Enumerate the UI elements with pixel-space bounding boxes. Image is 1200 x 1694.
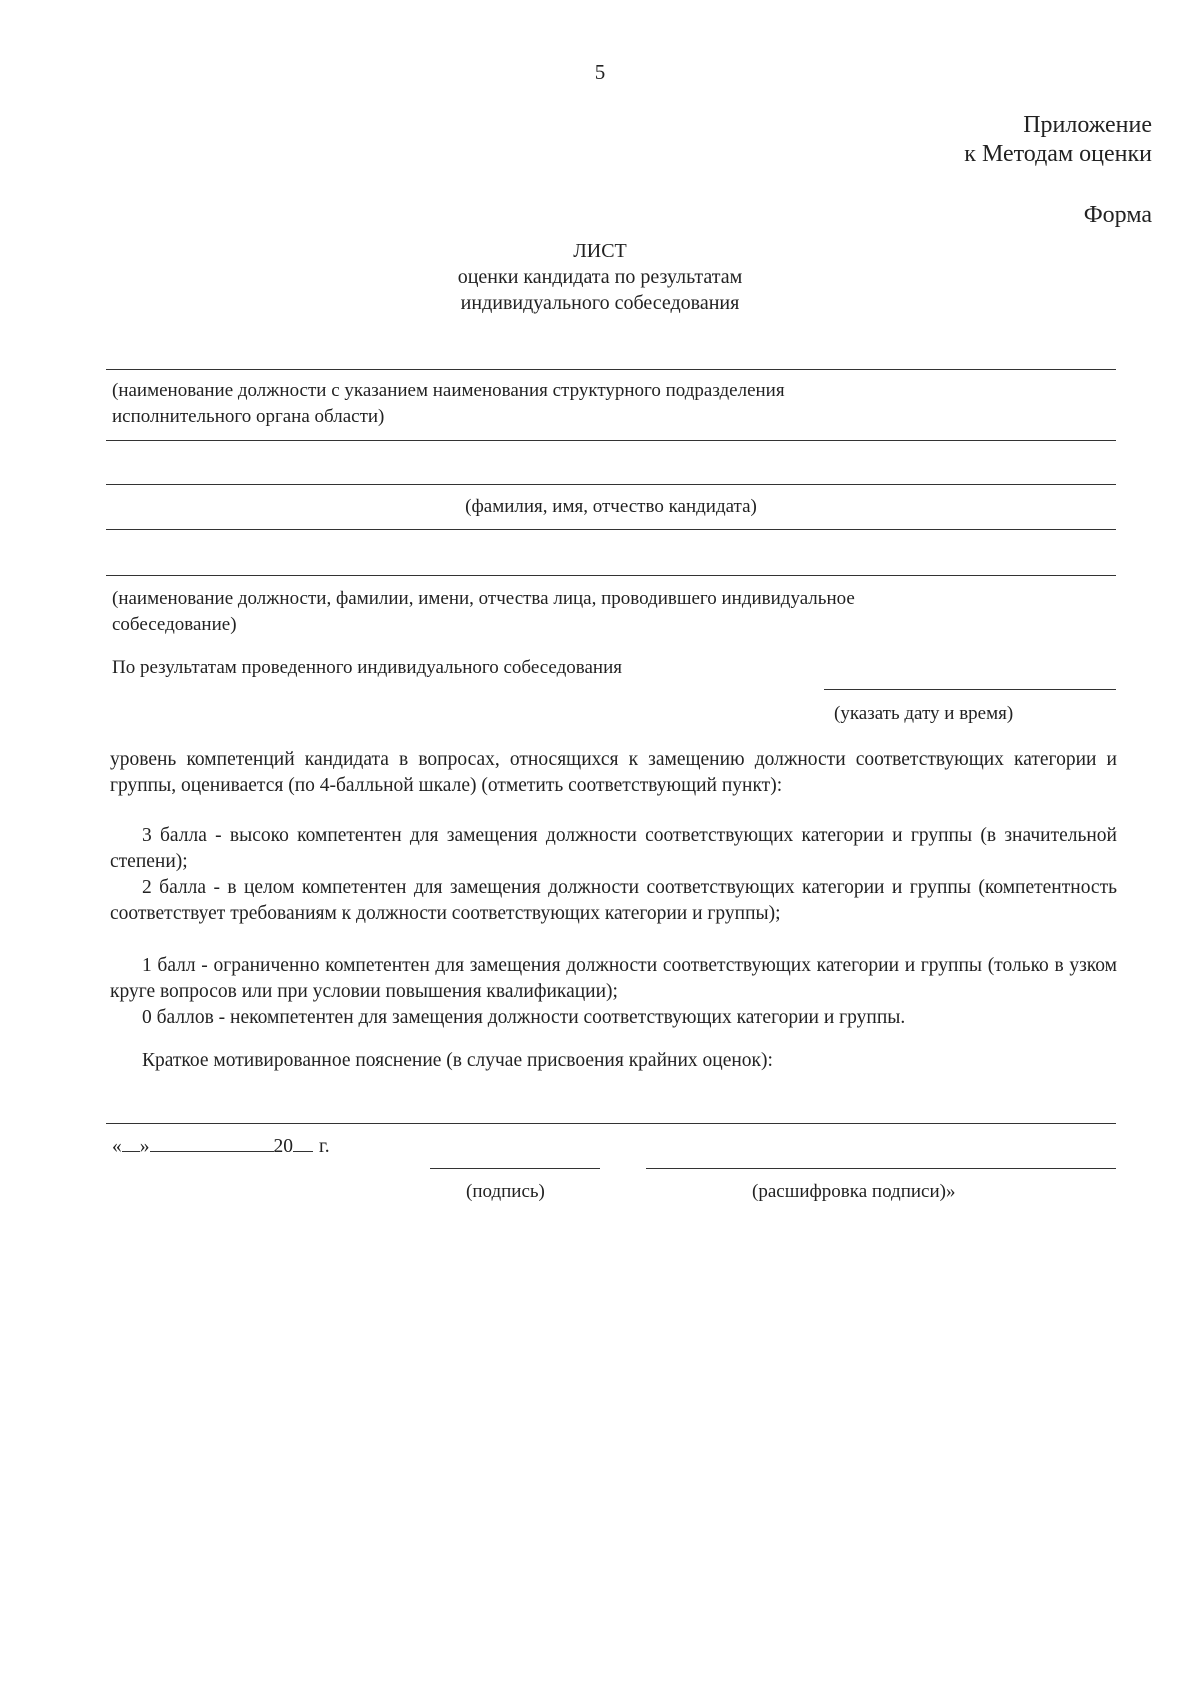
- score-3-option: 3 балла - высоко компетентен для замещения должности соответствующих категории и группы (в значительной степени);: [110, 825, 1117, 873]
- position-fill-line[interactable]: [106, 369, 1116, 370]
- document-subtitle-line-2: индивидуального собеседования: [460, 292, 740, 314]
- page-number: 5: [594, 60, 606, 84]
- datetime-caption: (указать дату и время): [834, 703, 1014, 724]
- datetime-fill-line[interactable]: [824, 689, 1116, 690]
- position-caption-line-1: (наименование должности с указанием наименования структурного подразделения: [112, 380, 785, 401]
- divider-line: [106, 440, 1116, 441]
- appendix-line-2: к Методам оценки: [964, 141, 1152, 167]
- signature-date: [112, 1134, 330, 1158]
- interviewer-fill-line[interactable]: [106, 575, 1116, 576]
- assessment-text: уровень компетенций кандидата в вопросах, относящихся к замещению должности соответствующих категории и группы, оценивается (по 4-балльной шкале) (отметить соответствующий пункт):: [110, 749, 1117, 797]
- date-month-blank[interactable]: [150, 1134, 274, 1152]
- date-suffix: г.: [319, 1136, 330, 1157]
- form-label: Форма: [1083, 202, 1152, 228]
- candidate-name-fill-line[interactable]: [106, 484, 1116, 485]
- score-2-option: 2 балла - в целом компетентен для замещения должности соответствующих категории и группы (компетентность соответствует требованиям к должности соответствующих категории и группы);: [110, 877, 1117, 925]
- date-year-prefix: 20: [273, 1136, 293, 1157]
- date-close-quote: »: [139, 1136, 150, 1157]
- date-day-blank[interactable]: [122, 1134, 140, 1152]
- signature-fill-line[interactable]: [430, 1168, 600, 1169]
- candidate-name-caption: (фамилия, имя, отчество кандидата): [465, 496, 757, 517]
- explanation-fill-line[interactable]: [106, 1123, 1116, 1124]
- score-1-option: 1 балл - ограниченно компетентен для замещения должности соответствующих категории и группы (только в узком круге вопросов или при условии повышения квалификации);: [110, 955, 1117, 1003]
- explanation-label: Краткое мотивированное пояснение (в случае присвоения крайних оценок):: [142, 1050, 773, 1071]
- date-open-quote: «: [112, 1136, 122, 1157]
- date-year-blank[interactable]: [293, 1134, 313, 1152]
- interviewer-caption-line-1: (наименование должности, фамилии, имени, отчества лица, проводившего индивидуальное: [112, 588, 855, 609]
- interviewer-caption-line-2: собеседование): [112, 614, 237, 635]
- position-caption-line-2: исполнительного органа области): [112, 406, 385, 427]
- score-0-option: 0 баллов - некомпетентен для замещения должности соответствующих категории и группы.: [142, 1007, 906, 1028]
- signature-caption: (подпись): [466, 1181, 545, 1202]
- document-subtitle-line-1: оценки кандидата по результатам: [457, 266, 743, 288]
- results-intro: По результатам проведенного индивидуального собеседования: [112, 657, 622, 678]
- appendix-line-1: Приложение: [1023, 112, 1152, 138]
- decoding-fill-line[interactable]: [646, 1168, 1116, 1169]
- divider-line: [106, 529, 1116, 530]
- decoding-caption: (расшифровка подписи)»: [752, 1181, 956, 1202]
- document-title: ЛИСТ: [573, 240, 627, 262]
